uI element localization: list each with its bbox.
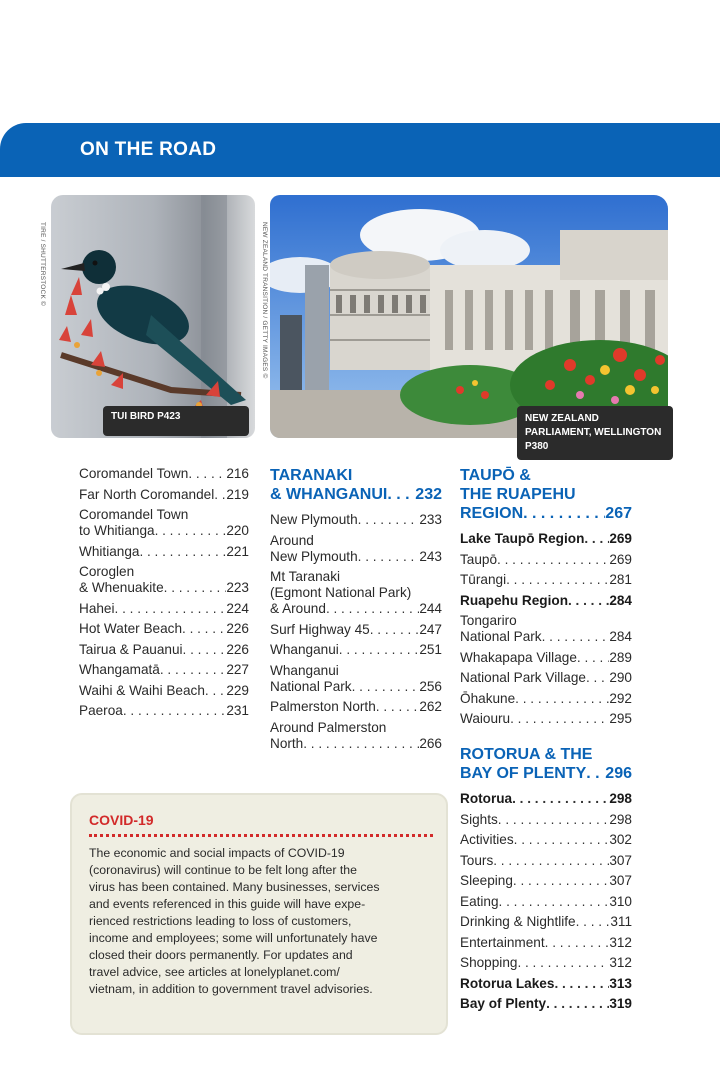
toc-entry[interactable]: Whakapapa Village . . . 289 [460, 650, 632, 666]
toc-entry[interactable]: Coromandel Town . . . 216 [79, 466, 249, 482]
covid-text-line: and events referenced in this guide will have expe- [89, 897, 366, 911]
toc-entry[interactable]: Ōhakune . . . 292 [460, 691, 632, 707]
contents-column-2 [270, 466, 442, 756]
contents-column-1 [79, 466, 249, 724]
covid-text-line: (coronavirus) will continue to be felt long after the [89, 863, 357, 877]
toc-entry[interactable]: Shopping . . . 312 [460, 955, 632, 971]
toc-entry[interactable]: Ruapehu Region . . . 284 [460, 593, 632, 609]
parliament-photo [270, 195, 668, 438]
toc-entry[interactable]: Tours . . . 307 [460, 853, 632, 869]
covid-text-line: closed their doors permanently. For updates and [89, 948, 353, 962]
covid-notice-body [89, 845, 424, 998]
toc-entry[interactable]: Around New Plymouth . . . 243 [270, 533, 442, 565]
toc-entry[interactable]: National Park Village . . . 290 [460, 670, 632, 686]
toc-entry[interactable]: Coroglen & Whenuakite . . . 223 [79, 564, 249, 596]
toc-entry[interactable]: Coromandel Town to Whitianga . . . 220 [79, 507, 249, 539]
toc-entry[interactable]: Whitianga . . . 221 [79, 544, 249, 560]
region-heading[interactable]: ROTORUA & THE BAY OF PLENTY . . . 296 [460, 745, 632, 783]
toc-entry[interactable]: Activities . . . 302 [460, 832, 632, 848]
toc-entry[interactable]: Waihi & Waihi Beach . . . 229 [79, 683, 249, 699]
toc-entry[interactable]: Drinking & Nightlife . . . 311 [460, 914, 632, 930]
covid-text-line: income and employees; some will unfortunately have [89, 931, 378, 945]
toc-entry[interactable]: Far North Coromandel . . . 219 [79, 487, 249, 503]
covid-text-line: rienced restrictions leading to loss of customers, [89, 914, 352, 928]
toc-entry[interactable]: Hahei . . . 224 [79, 601, 249, 617]
toc-entry[interactable]: Hot Water Beach . . . 226 [79, 621, 249, 637]
toc-entry[interactable]: Bay of Plenty . . . 319 [460, 996, 632, 1012]
toc-entry[interactable]: Eating . . . 310 [460, 894, 632, 910]
section-title: ON THE ROAD [80, 139, 217, 160]
dotted-divider [89, 834, 433, 837]
toc-entry[interactable]: Around Palmerston North . . . 266 [270, 720, 442, 752]
photo-credit: TIRE / SHUTTERSTOCK © [39, 222, 46, 306]
toc-entry[interactable]: Mt Taranaki (Egmont National Park) & Around . . . 244 [270, 569, 442, 617]
toc-entry[interactable]: Entertainment . . . 312 [460, 935, 632, 951]
covid-text-line: virus has been contained. Many businesses, services [89, 880, 380, 894]
toc-entry[interactable]: Whangamatā . . . 227 [79, 662, 249, 678]
toc-entry[interactable]: Sleeping . . . 307 [460, 873, 632, 889]
toc-entry[interactable]: Sights . . . 298 [460, 812, 632, 828]
toc-entry[interactable]: Whanganui . . . 251 [270, 642, 442, 658]
photo-credit: NEW ZEALAND TRANSITION / GETTY IMAGES © [261, 222, 268, 379]
toc-entry[interactable]: Paeroa . . . 231 [79, 703, 249, 719]
toc-entry[interactable]: Palmerston North . . . 262 [270, 699, 442, 715]
covid-notice-title: COVID-19 [89, 812, 154, 828]
toc-entry[interactable]: Tūrangi . . . 281 [460, 572, 632, 588]
toc-entry[interactable]: Waiouru . . . 295 [460, 711, 632, 727]
toc-entry[interactable]: Taupō . . . 269 [460, 552, 632, 568]
region-heading[interactable]: TAUPŌ & THE RUAPEHU REGION . . . 267 [460, 466, 632, 523]
toc-entry[interactable]: Surf Highway 45 . . . 247 [270, 622, 442, 638]
toc-entry[interactable]: Lake Taupō Region . . . 269 [460, 531, 632, 547]
photo-caption: NEW ZEALAND PARLIAMENT, WELLINGTON P380 [517, 406, 673, 460]
toc-entry[interactable]: Whanganui National Park . . . 256 [270, 663, 442, 695]
tui-bird-photo [51, 195, 255, 438]
region-heading[interactable]: TARANAKI & WHANGANUI . . . 232 [270, 466, 442, 504]
toc-entry[interactable]: Tairua & Pauanui . . . 226 [79, 642, 249, 658]
covid-text-line: The economic and social impacts of COVID-19 [89, 846, 345, 860]
toc-entry[interactable]: Tongariro National Park . . . 284 [460, 613, 632, 645]
covid-text-line: travel advice, see articles at lonelyplanet.com/ [89, 965, 340, 979]
toc-entry[interactable]: Rotorua . . . 298 [460, 791, 632, 807]
toc-entry[interactable]: Rotorua Lakes . . . 313 [460, 976, 632, 992]
toc-entry[interactable]: New Plymouth . . . 233 [270, 512, 442, 528]
covid-text-line: vietnam, in addition to government travel advisories. [89, 982, 373, 996]
contents-column-3 [460, 466, 632, 1017]
photo-caption: TUI BIRD P423 [103, 406, 249, 436]
